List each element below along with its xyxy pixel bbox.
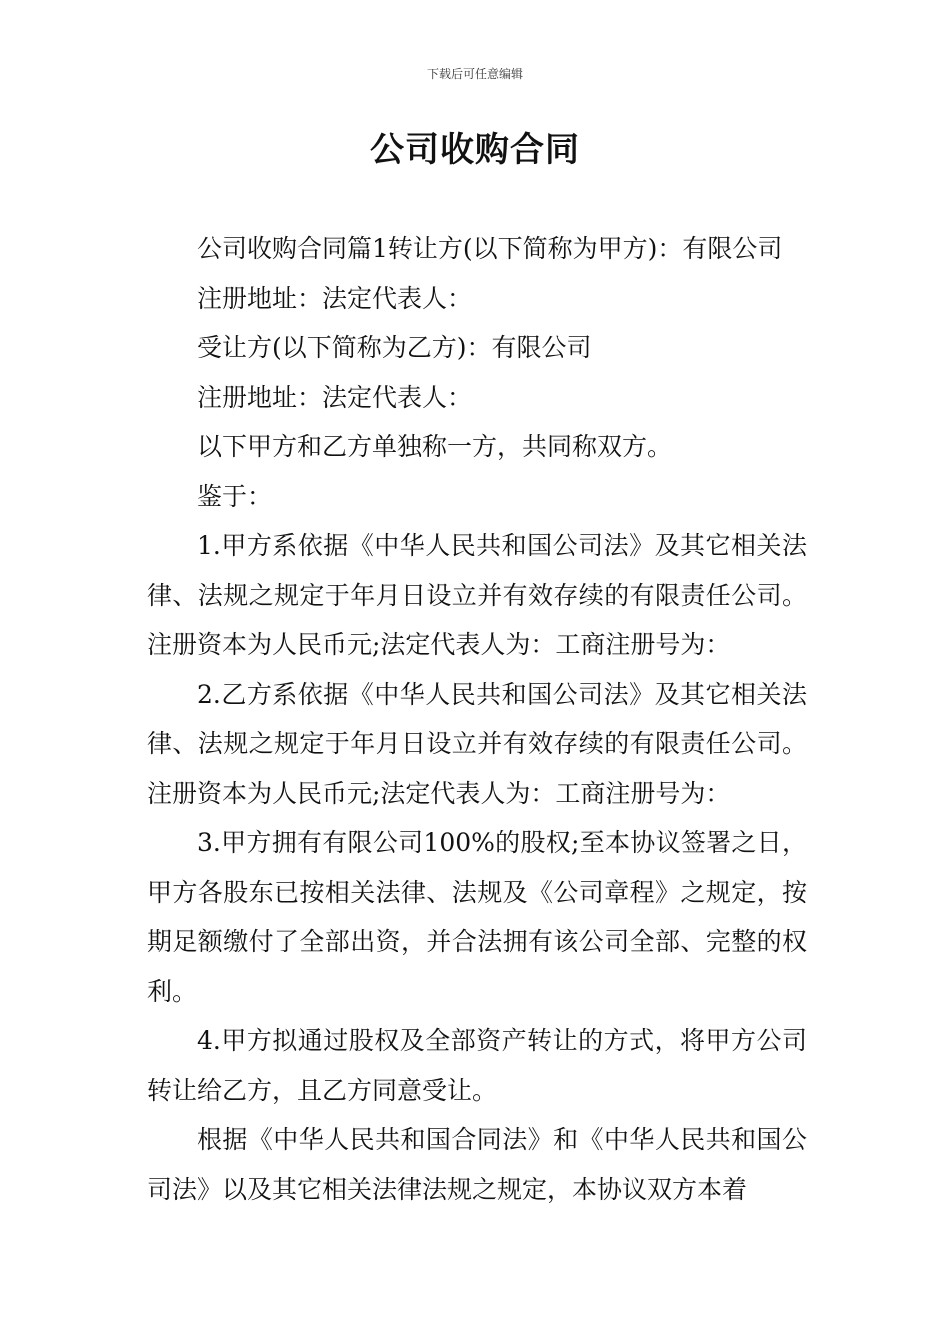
header-note: 下载后可任意编辑	[426, 67, 523, 81]
paragraph-parties: 以下甲方和乙方单独称一方，共同称双方。	[197, 432, 673, 461]
paragraph-clause-2: 2.乙方系依据《中华人民共和国公司法》及其它相关法律、法规之规定于年月日设立并有效存续的有限责任公司。注册资本为人民币元;法定代表人为：工商注册号为：	[147, 679, 807, 808]
paragraph-transferee: 受让方(以下简称为乙方)：有限公司	[197, 333, 592, 362]
paragraph-clause-3: 3.甲方拥有有限公司100%的股权;至本协议签署之日，甲方各股东已按相关法律、法规及《公司章程》之规定，按期足额缴付了全部出资，并合法拥有该公司全部、完整的权利。	[147, 828, 807, 1006]
paragraph-clause-1: 1.甲方系依据《中华人民共和国公司法》及其它相关法律、法规之规定于年月日设立并有效存续的有限责任公司。注册资本为人民币元;法定代表人为：工商注册号为：	[147, 531, 807, 659]
paragraph-whereas: 鉴于：	[197, 481, 273, 511]
paragraph-clause-4: 4.甲方拟通过股权及全部资产转让的方式，将甲方公司转让给乙方，且乙方同意受让。	[147, 1026, 807, 1105]
paragraph-legal-basis: 根据《中华人民共和国合同法》和《中华人民共和国公司法》以及其它相关法律法规之规定，本协议双方本着	[147, 1125, 807, 1204]
document-title: 公司收购合同	[370, 130, 580, 170]
paragraph-transferee-address: 注册地址：法定代表人：	[197, 382, 473, 412]
document-body	[147, 224, 807, 1214]
paragraph-transferor-address: 注册地址：法定代表人：	[197, 283, 473, 313]
paragraph-transferor: 公司收购合同篇1转让方(以下简称为甲方)：有限公司	[197, 234, 783, 263]
